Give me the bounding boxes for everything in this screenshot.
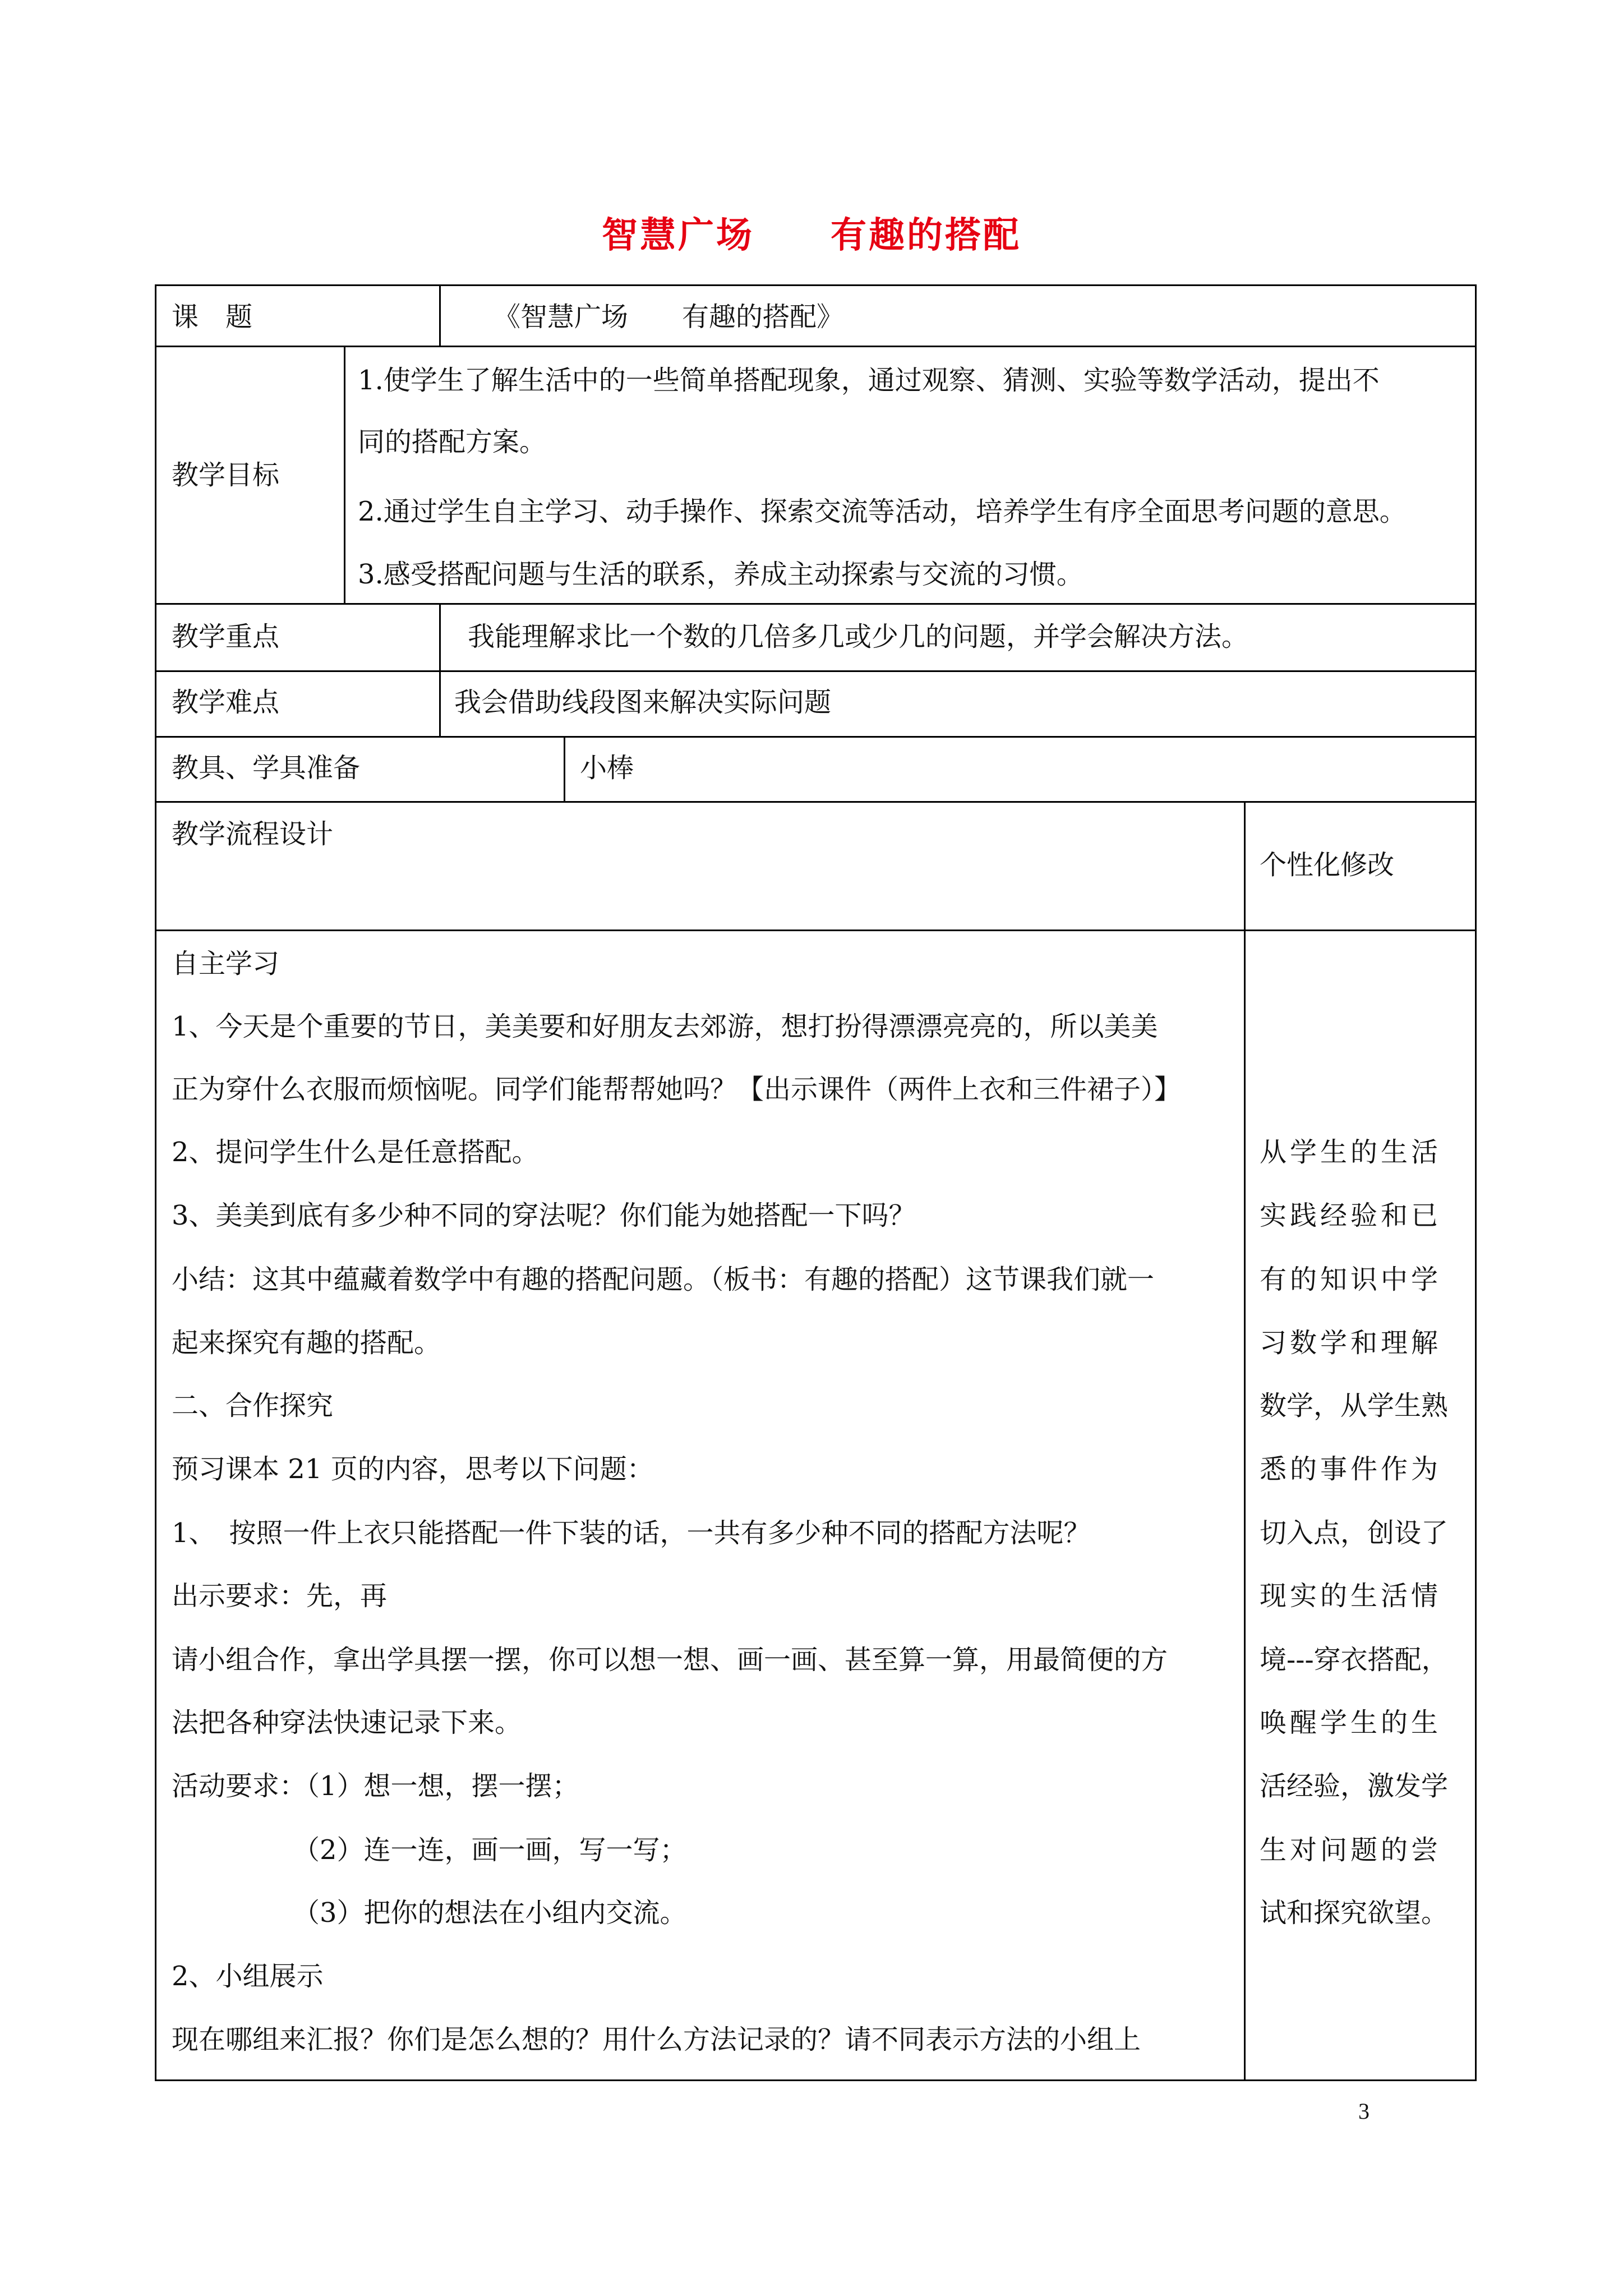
body-line: 现在哪组来汇报？你们是怎么想的？用什么方法记录的？请不同表示方法的小组上 — [172, 2024, 1141, 2055]
side-note-line: 活经验，激发学 — [1260, 1770, 1449, 1802]
side-note-line: 习数学和理解 — [1260, 1327, 1442, 1359]
side-note-line: 实践经验和已 — [1260, 1200, 1442, 1231]
body-line: 活动要求：（1）想一想，摆一摆； — [172, 1770, 579, 1802]
column-divider — [439, 603, 441, 738]
body-line: 2、小组展示 — [172, 1961, 324, 1992]
body-line: 3、美美到底有多少种不同的穿法呢？你们能为她搭配一下吗？ — [172, 1200, 916, 1231]
body-line: 自主学习 — [172, 948, 280, 979]
body-line: 出示要求：先，再 — [172, 1580, 388, 1612]
subject-label: 课 题 — [172, 301, 253, 333]
side-note-line: 有的知识中学 — [1260, 1264, 1442, 1295]
body-line: 二、合作探究 — [172, 1390, 334, 1421]
key-point-value: 我能理解求比一个数的几倍多几或少几的问题，并学会解决方法。 — [468, 621, 1249, 652]
body-line: 小结：这其中蕴藏着数学中有趣的搭配问题。（板书：有趣的搭配）这节课我们就一 — [172, 1264, 1155, 1295]
table-border-left — [155, 284, 156, 2081]
side-note-line: 试和探究欲望。 — [1260, 1897, 1449, 1929]
side-note-line: 数学，从学生熟 — [1260, 1390, 1449, 1421]
body-line: 1、 按照一件上衣只能搭配一件下装的话，一共有多少种不同的搭配方法呢？ — [172, 1517, 1091, 1549]
tools-value: 小棒 — [580, 752, 634, 784]
flow-side-label: 个性化修改 — [1260, 849, 1395, 881]
body-line: 预习课本 21 页的内容，思考以下问题： — [172, 1453, 654, 1485]
side-note-line: 现实的生活情 — [1260, 1580, 1442, 1612]
side-note-line: 切入点，创设了 — [1260, 1517, 1449, 1549]
table-border-bottom — [155, 2079, 1477, 2081]
key-point-label: 教学重点 — [172, 621, 280, 652]
body-line: （3）把你的想法在小组内交流。 — [172, 1897, 687, 1929]
body-line: 起来探究有趣的搭配。 — [172, 1327, 441, 1359]
difficulty-label: 教学难点 — [172, 687, 280, 718]
side-note-line: 从学生的生活 — [1260, 1137, 1442, 1168]
goals-line: 同的搭配方案。 — [358, 426, 547, 458]
goals-label: 教学目标 — [172, 459, 280, 491]
column-divider — [1244, 801, 1246, 2081]
body-line: 1、今天是个重要的节日，美美要和好朋友去郊游，想打扮得漂漂亮亮的，所以美美 — [172, 1011, 1158, 1042]
row-divider — [155, 603, 1477, 605]
row-divider — [155, 670, 1477, 672]
table-border-right — [1475, 284, 1477, 2081]
body-line: （2）连一连，画一画，写一写； — [172, 1834, 687, 1866]
row-divider — [155, 736, 1477, 738]
column-divider — [344, 346, 345, 605]
tools-label: 教具、学具准备 — [172, 752, 361, 784]
body-line: 请小组合作，拿出学具摆一摆，你可以想一想、画一画、甚至算一算，用最简便的方 — [172, 1644, 1168, 1676]
body-line: 2、提问学生什么是任意搭配。 — [172, 1137, 539, 1168]
row-divider — [155, 801, 1477, 803]
goals-line: 2.通过学生自主学习、动手操作、探索交流等活动，培养学生有序全面思考问题的意思。 — [358, 496, 1407, 527]
side-note-line: 悉的事件作为 — [1260, 1453, 1442, 1485]
goals-line: 3.感受搭配问题与生活的联系，养成主动探索与交流的习惯。 — [358, 559, 1083, 590]
body-line: 正为穿什么衣服而烦恼呢。同学们能帮帮她吗？【出示课件（两件上衣和三件裙子）】 — [172, 1074, 1182, 1105]
row-divider — [155, 930, 1477, 931]
goals-line: 1.使学生了解生活中的一些简单搭配现象，通过观察、猜测、实验等数学活动，提出不 — [358, 365, 1380, 396]
column-divider — [564, 736, 565, 803]
page-number: 3 — [1358, 2099, 1370, 2124]
row-divider — [155, 346, 1477, 347]
difficulty-value: 我会借助线段图来解决实际问题 — [454, 687, 832, 718]
side-note-line: 生对问题的尝 — [1260, 1834, 1442, 1866]
body-line: 法把各种穿法快速记录下来。 — [172, 1707, 522, 1738]
document-title: 智慧广场 有趣的搭配 — [602, 214, 1021, 256]
flow-label: 教学流程设计 — [172, 818, 334, 850]
table-border-top — [155, 284, 1477, 286]
column-divider — [439, 284, 441, 347]
side-note-line: 唤醒学生的生 — [1260, 1707, 1442, 1738]
subject-value: 《智慧广场 有趣的搭配》 — [494, 301, 844, 333]
side-note-line: 境---穿衣搭配， — [1260, 1644, 1449, 1676]
